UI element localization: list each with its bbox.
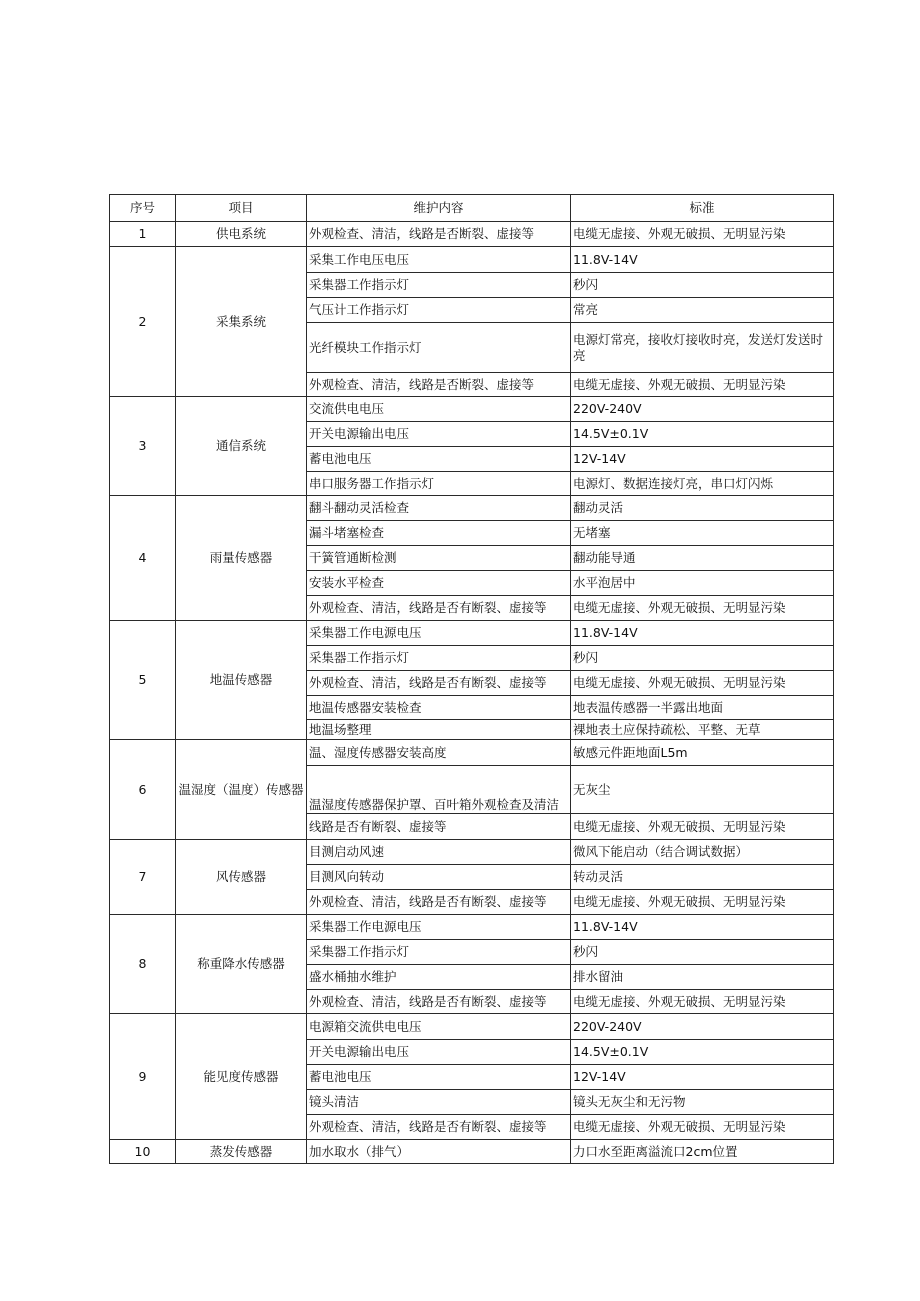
row-number: 6: [110, 740, 176, 840]
row-number: 8: [110, 915, 176, 1014]
table-body: [110, 222, 834, 1164]
maintenance-standard: 秒闪: [571, 940, 834, 965]
maintenance-content: 外观检查、清洁，线路是否断裂、虚接等: [307, 373, 571, 397]
item-name: 地温传感器: [176, 621, 307, 740]
item-name: 称重降水传感器: [176, 915, 307, 1014]
maintenance-standard: 地表温传感器一半露出地面: [571, 696, 834, 720]
maintenance-content: 采集器工作指示灯: [307, 646, 571, 671]
table-header: [110, 195, 834, 222]
table-row: [110, 840, 834, 865]
maintenance-content: 镜头清洁: [307, 1090, 571, 1115]
maintenance-standard: 14.5V±0.1V: [571, 1040, 834, 1065]
maintenance-standard: 电缆无虚接、外观无破损、无明显污染: [571, 1115, 834, 1140]
maintenance-standard: 电缆无虚接、外观无破损、无明显污染: [571, 814, 834, 840]
maintenance-standard: 11.8V-14V: [571, 247, 834, 273]
maintenance-standard: 无灰尘: [571, 766, 834, 814]
header-item: 项目: [176, 195, 307, 222]
maintenance-content: 地温场整理: [307, 720, 571, 740]
item-name: 通信系统: [176, 397, 307, 496]
maintenance-content: 光纤模块工作指示灯: [307, 323, 571, 373]
header-row: [110, 195, 834, 222]
maintenance-standard: 12V-14V: [571, 1065, 834, 1090]
maintenance-content: 采集器工作指示灯: [307, 940, 571, 965]
maintenance-content: 开关电源输出电压: [307, 1040, 571, 1065]
maintenance-content: 采集工作电压电压: [307, 247, 571, 273]
table-row: [110, 496, 834, 521]
maintenance-content: 外观检查、清洁，线路是否有断裂、虚接等: [307, 1115, 571, 1140]
maintenance-content: 外观检查、清洁，线路是否有断裂、虚接等: [307, 990, 571, 1014]
maintenance-content: 串口服务器工作指示灯: [307, 472, 571, 496]
maintenance-content: 地温传感器安装检查: [307, 696, 571, 720]
maintenance-standard: 水平泡居中: [571, 571, 834, 596]
table-row: [110, 247, 834, 273]
maintenance-standard: 220V-240V: [571, 1014, 834, 1040]
maintenance-content: 干簧管通断检测: [307, 546, 571, 571]
maintenance-standard: 翻动能导通: [571, 546, 834, 571]
maintenance-standard: 力口水至距离溢流口2cm位置: [571, 1140, 834, 1164]
maintenance-content: 外观检查、清洁，线路是否有断裂、虚接等: [307, 596, 571, 621]
maintenance-standard: 转动灵活: [571, 865, 834, 890]
maintenance-content: 外观检查、清洁，线路是否有断裂、虚接等: [307, 890, 571, 915]
row-number: 7: [110, 840, 176, 915]
item-name: 风传感器: [176, 840, 307, 915]
item-name: 雨量传感器: [176, 496, 307, 621]
maintenance-standard: 电缆无虚接、外观无破损、无明显污染: [571, 890, 834, 915]
item-name: 温湿度（温度）传感器: [176, 740, 307, 840]
maintenance-content: 开关电源输出电压: [307, 422, 571, 447]
maintenance-standard: 11.8V-14V: [571, 621, 834, 646]
maintenance-standard: 电缆无虚接、外观无破损、无明显污染: [571, 222, 834, 247]
maintenance-content: 漏斗堵塞检查: [307, 521, 571, 546]
maintenance-standard: 11.8V-14V: [571, 915, 834, 940]
table-row: [110, 397, 834, 422]
maintenance-content: 交流供电电压: [307, 397, 571, 422]
maintenance-content: 安装水平检查: [307, 571, 571, 596]
maintenance-content: 加水取水（排气）: [307, 1140, 571, 1164]
maintenance-content: 线路是否有断裂、虚接等: [307, 814, 571, 840]
maintenance-standard: 14.5V±0.1V: [571, 422, 834, 447]
table-row: [110, 1014, 834, 1040]
maintenance-standard: 电源灯常亮，接收灯接收时亮，发送灯发送时亮: [571, 323, 834, 373]
header-no: 序号: [110, 195, 176, 222]
row-number: 1: [110, 222, 176, 247]
maintenance-standard: 电缆无虚接、外观无破损、无明显污染: [571, 596, 834, 621]
item-name: 供电系统: [176, 222, 307, 247]
maintenance-standard: 220V-240V: [571, 397, 834, 422]
maintenance-content: 蓄电池电压: [307, 447, 571, 472]
table-row: [110, 915, 834, 940]
row-number: 4: [110, 496, 176, 621]
maintenance-content: 外观检查、清洁，线路是否有断裂、虚接等: [307, 671, 571, 696]
maintenance-content: 采集器工作电源电压: [307, 915, 571, 940]
maintenance-standard: 敏感元件距地面L5m: [571, 740, 834, 766]
maintenance-content: 气压计工作指示灯: [307, 298, 571, 323]
maintenance-standard: 裸地表土应保持疏松、平整、无草: [571, 720, 834, 740]
maintenance-content: 外观检查、清洁，线路是否断裂、虚接等: [307, 222, 571, 247]
maintenance-content: 目测风向转动: [307, 865, 571, 890]
table-row: [110, 222, 834, 247]
header-content: 维护内容: [307, 195, 571, 222]
maintenance-content: 温湿度传感器保护罩、百叶箱外观检查及清洁: [307, 766, 571, 814]
maintenance-table: [109, 194, 834, 1164]
maintenance-standard: 秒闪: [571, 646, 834, 671]
item-name: 采集系统: [176, 247, 307, 397]
row-number: 10: [110, 1140, 176, 1164]
maintenance-content: 采集器工作指示灯: [307, 273, 571, 298]
maintenance-content: 采集器工作电源电压: [307, 621, 571, 646]
row-number: 9: [110, 1014, 176, 1140]
maintenance-standard: 12V-14V: [571, 447, 834, 472]
maintenance-standard: 翻动灵活: [571, 496, 834, 521]
row-number: 2: [110, 247, 176, 397]
maintenance-content: 温、湿度传感器安装高度: [307, 740, 571, 766]
maintenance-content: 翻斗翻动灵活检查: [307, 496, 571, 521]
maintenance-content: 电源箱交流供电电压: [307, 1014, 571, 1040]
table-row: [110, 740, 834, 766]
row-number: 3: [110, 397, 176, 496]
maintenance-standard: 电缆无虚接、外观无破损、无明显污染: [571, 373, 834, 397]
maintenance-content: 盛水桶抽水维护: [307, 965, 571, 990]
table-row: [110, 621, 834, 646]
maintenance-standard: 排水留油: [571, 965, 834, 990]
maintenance-standard: 镜头无灰尘和无污物: [571, 1090, 834, 1115]
maintenance-standard: 电源灯、数据连接灯亮，串口灯闪烁: [571, 472, 834, 496]
maintenance-content: 目测启动风速: [307, 840, 571, 865]
maintenance-standard: 电缆无虚接、外观无破损、无明显污染: [571, 671, 834, 696]
maintenance-standard: 常亮: [571, 298, 834, 323]
header-standard: 标准: [571, 195, 834, 222]
maintenance-standard: 微风下能启动（结合调试数据）: [571, 840, 834, 865]
maintenance-content: 蓄电池电压: [307, 1065, 571, 1090]
maintenance-standard: 无堵塞: [571, 521, 834, 546]
table-row: [110, 1140, 834, 1164]
item-name: 能见度传感器: [176, 1014, 307, 1140]
maintenance-standard: 秒闪: [571, 273, 834, 298]
maintenance-standard: 电缆无虚接、外观无破损、无明显污染: [571, 990, 834, 1014]
item-name: 蒸发传感器: [176, 1140, 307, 1164]
row-number: 5: [110, 621, 176, 740]
